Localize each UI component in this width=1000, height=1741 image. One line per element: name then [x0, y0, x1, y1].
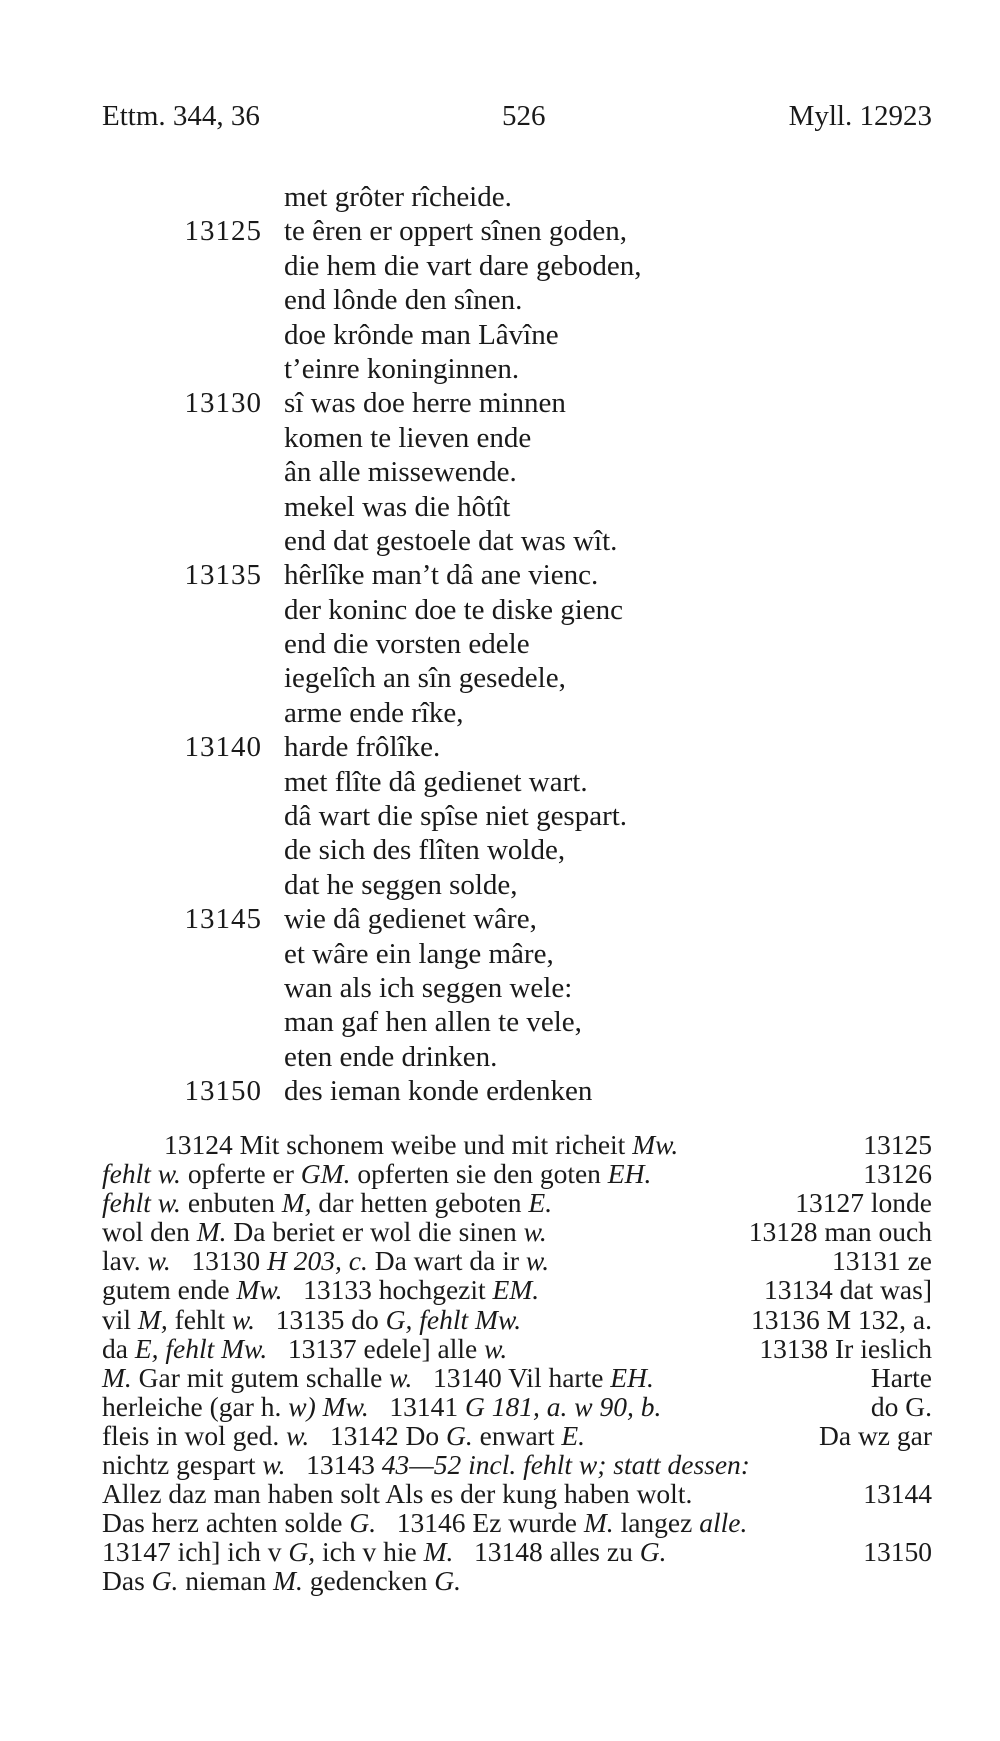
verse-line [150, 318, 950, 352]
note-text: 13135 do [255, 1303, 386, 1335]
note-siglum: w) [288, 1390, 316, 1422]
note-text: 13125 [863, 1129, 932, 1160]
apparatus-segment [102, 1537, 666, 1566]
note-text: 13150 [863, 1536, 932, 1568]
note-text: 13133 hochgezit [282, 1274, 493, 1306]
note-siglum: w. [484, 1332, 508, 1364]
note-text: lav. [102, 1245, 148, 1277]
verse-text: mekel was die hôtît [284, 490, 511, 523]
apparatus-line [102, 1566, 932, 1595]
note-siglum: H 203, c. [267, 1245, 368, 1277]
apparatus-segment [102, 1188, 552, 1217]
note-text: 13126 [863, 1158, 932, 1190]
note-text: 13146 Ez wurde [376, 1507, 584, 1539]
verse-text: end die vorsten edele [284, 628, 530, 661]
verse-line [150, 902, 950, 936]
verse-line [150, 455, 950, 489]
apparatus-line [102, 1188, 932, 1217]
note-text: herleiche (gar h. [102, 1390, 289, 1422]
verse-line [150, 180, 950, 214]
verse-text: dâ wart die spîse niet gespart. [284, 800, 628, 833]
note-siglum: 43—52 incl. fehlt w; statt dessen: [381, 1449, 750, 1481]
verse-text: ân alle missewende. [284, 456, 517, 489]
apparatus-segment [102, 1450, 750, 1479]
apparatus-line [102, 1537, 932, 1566]
verse-line [150, 352, 950, 386]
note-text: Da wart da ir [367, 1245, 526, 1277]
note-text: 13141 [368, 1390, 466, 1422]
note-text: opferten sie den goten [350, 1158, 608, 1190]
note-text: 13138 Ir ieslich [759, 1332, 932, 1364]
verse-text: t’einre koninginnen. [284, 352, 520, 385]
verse-line [150, 730, 950, 764]
verse-line [150, 1074, 950, 1108]
verse-line [150, 661, 950, 695]
verse-line [150, 799, 950, 833]
verse-text: de sich des flîten wolde, [284, 834, 566, 867]
apparatus-segment [102, 1246, 549, 1275]
note-siglum: G. [349, 1507, 377, 1539]
verse-line [150, 421, 950, 455]
verse-text: doe krônde man Lâvîne [284, 318, 559, 351]
note-siglum: G. [151, 1565, 179, 1597]
verse-line [150, 249, 950, 283]
note-text: Harte [870, 1361, 932, 1393]
note-siglum: Mw. [632, 1129, 679, 1160]
note-siglum: Mw. [322, 1390, 369, 1422]
note-siglum: w. [262, 1449, 286, 1481]
note-text: enwart [472, 1419, 562, 1451]
header-left-reference: Ettm. 344, 36 [102, 100, 260, 132]
note-text: 13144 [863, 1478, 932, 1510]
apparatus-line [102, 1334, 932, 1363]
note-siglum: EH. [607, 1158, 652, 1190]
note-siglum: w. [286, 1419, 310, 1451]
note-siglum: w. [147, 1245, 171, 1277]
note-siglum: w. [523, 1216, 547, 1248]
verse-text: des ieman konde erdenken [284, 1075, 593, 1108]
verse-line [150, 524, 950, 558]
note-siglum: fehlt w. [102, 1158, 181, 1190]
note-text: ich v hie [315, 1536, 424, 1568]
note-siglum: M. [423, 1536, 454, 1568]
apparatus-line [102, 1159, 932, 1188]
line-number: 13140 [184, 731, 262, 764]
apparatus-segment [102, 1363, 654, 1392]
note-siglum: G. [639, 1536, 667, 1568]
note-text: 13140 Vil harte [412, 1361, 611, 1393]
line-number: 13145 [184, 903, 262, 936]
verse-text: eten ende drinken. [284, 1040, 498, 1073]
verse-line [150, 490, 950, 524]
note-text: gedencken [302, 1565, 435, 1597]
verse-line [150, 1005, 950, 1039]
note-text: 13137 edele] alle [267, 1332, 485, 1364]
apparatus-segment [102, 1421, 585, 1450]
page-number: 526 [502, 100, 546, 132]
verse-line [150, 937, 950, 971]
verse-line [150, 696, 950, 730]
verse-text: wan als ich seggen wele: [284, 971, 573, 1004]
note-text: dar hetten geboten [311, 1187, 529, 1219]
verse-line [150, 386, 950, 420]
verse-line [150, 558, 950, 592]
apparatus-segment [102, 1159, 651, 1188]
note-text: 13142 Do [309, 1419, 447, 1451]
note-text: vil [102, 1303, 138, 1335]
apparatus-line [102, 1246, 932, 1275]
running-header [102, 100, 932, 140]
note-text: 13130 [170, 1245, 267, 1277]
note-text: Gar mit gutem schalle [131, 1361, 390, 1393]
note-text: gutem ende [102, 1274, 237, 1306]
note-text: 13143 [285, 1449, 382, 1481]
note-text: 13128 man ouch [748, 1216, 932, 1248]
verse-line [150, 765, 950, 799]
verse-text: arme ende rîke, [284, 696, 464, 729]
verse-line [150, 593, 950, 627]
note-siglum: w. [231, 1303, 256, 1335]
verse-text: end lônde den sînen. [284, 284, 523, 317]
note-siglum: M. [196, 1216, 227, 1248]
note-siglum: E. [561, 1419, 586, 1451]
note-text: 13136 M 132, a. [750, 1303, 932, 1335]
verse-text: sî was doe herre minnen [284, 387, 566, 420]
note-text: 13131 ze [831, 1245, 932, 1277]
verse-line [150, 868, 950, 902]
note-siglum: alle. [699, 1507, 748, 1539]
note-text: da [102, 1332, 135, 1364]
apparatus-line [102, 1305, 932, 1334]
verse-text: komen te lieven ende [284, 421, 532, 454]
apparatus-line [102, 1421, 932, 1450]
verse-text: end dat gestoele dat was wît. [284, 524, 618, 557]
note-siglum: M, [281, 1187, 312, 1219]
verse-line [150, 833, 950, 867]
note-siglum: GM. [300, 1158, 351, 1190]
header-right-reference: Myll. 12923 [788, 100, 932, 132]
note-siglum: G, fehlt Mw. [385, 1303, 522, 1335]
apparatus-segment [102, 1392, 661, 1421]
note-text: Allez daz man haben solt Als es der kung haben wolt. [102, 1478, 693, 1510]
note-text: 13124 Mit schonem weibe und mit richeit [164, 1129, 633, 1160]
note-siglum: M, [137, 1303, 168, 1335]
apparatus-segment [102, 1275, 539, 1304]
note-siglum: G 181, a. w 90, b. [465, 1390, 662, 1422]
note-text [316, 1391, 323, 1422]
apparatus-segment [102, 1566, 461, 1595]
note-text: nieman [178, 1565, 274, 1597]
note-siglum: M. [273, 1565, 303, 1597]
note-siglum: G. [446, 1419, 473, 1451]
apparatus-line [102, 1450, 932, 1479]
verse-text: met grôter rîcheide. [284, 181, 512, 213]
verse-text: met flîte dâ gedienet wart. [284, 765, 588, 798]
apparatus-line [102, 1508, 932, 1537]
apparatus-line [102, 1363, 932, 1392]
note-text: Das herz achten solde [102, 1507, 350, 1539]
note-text: wol den [102, 1216, 197, 1248]
note-siglum: G. [434, 1565, 461, 1597]
verse-text: te êren er oppert sînen goden, [284, 215, 628, 248]
note-text: nichtz gespart [102, 1449, 263, 1481]
apparatus-line [102, 1217, 932, 1246]
verse-text: harde frôlîke. [284, 731, 441, 764]
note-text: Da beriet er wol die sinen [226, 1216, 524, 1248]
line-number: 13150 [184, 1075, 262, 1108]
verse-line [150, 971, 950, 1005]
note-siglum: EH. [610, 1361, 654, 1393]
verse-line [150, 1040, 950, 1074]
note-siglum: w. [525, 1245, 550, 1277]
verse-text: hêrlîke man’t dâ ane vienc. [284, 559, 599, 592]
note-text: fleis in wol ged. [102, 1419, 287, 1451]
line-number: 13135 [184, 559, 262, 592]
note-text: Da wz gar [819, 1419, 932, 1451]
verse-text: die hem die vart dare geboden, [284, 249, 642, 282]
note-siglum: E, fehlt Mw. [134, 1332, 268, 1364]
apparatus-line [102, 1275, 932, 1304]
note-siglum: fehlt w. [102, 1187, 181, 1219]
note-text: opferte er [180, 1158, 301, 1190]
apparatus-line [102, 1130, 932, 1159]
verse-text: et wâre ein lange mâre, [284, 937, 554, 970]
verse-text: iegelîch an sîn gesedele, [284, 662, 566, 695]
note-text: langez [613, 1507, 700, 1539]
apparatus-segment [102, 1334, 507, 1363]
verse-line [150, 283, 950, 317]
verse-line [150, 627, 950, 661]
note-siglum: G, [288, 1536, 316, 1568]
note-siglum: EM. [492, 1274, 540, 1306]
note-siglum: E. [528, 1187, 553, 1219]
note-siglum: M. [583, 1507, 614, 1539]
verse-line [150, 214, 950, 248]
apparatus-line [102, 1392, 932, 1421]
apparatus-segment [164, 1130, 678, 1159]
apparatus-line [102, 1479, 932, 1508]
note-text: 13148 alles zu [453, 1536, 640, 1568]
note-text: Das [102, 1565, 152, 1597]
verse-text: wie dâ gedienet wâre, [284, 903, 537, 936]
note-text: do G. [870, 1390, 932, 1422]
verse-text: man gaf hen allen te vele, [284, 1006, 582, 1039]
apparatus-segment [102, 1305, 521, 1334]
apparatus-segment [102, 1217, 547, 1246]
verse-text: der koninc doe te diske gienc [284, 593, 624, 626]
critical-apparatus [102, 1130, 932, 1596]
note-siglum: w. [389, 1361, 413, 1393]
line-number: 13130 [184, 387, 262, 420]
note-text: 13134 dat was] [763, 1274, 932, 1306]
line-number: 13125 [184, 215, 262, 248]
note-siglum: Mw. [236, 1274, 283, 1306]
note-text: enbuten [180, 1187, 282, 1219]
note-text: fehlt [167, 1303, 232, 1335]
note-text: 13127 londe [795, 1187, 932, 1219]
note-siglum: M. [102, 1361, 132, 1393]
verse-text-block [150, 180, 950, 1109]
apparatus-segment [102, 1508, 747, 1537]
note-text: 13147 ich] ich v [102, 1536, 289, 1568]
verse-text: dat he seggen solde, [284, 868, 518, 901]
